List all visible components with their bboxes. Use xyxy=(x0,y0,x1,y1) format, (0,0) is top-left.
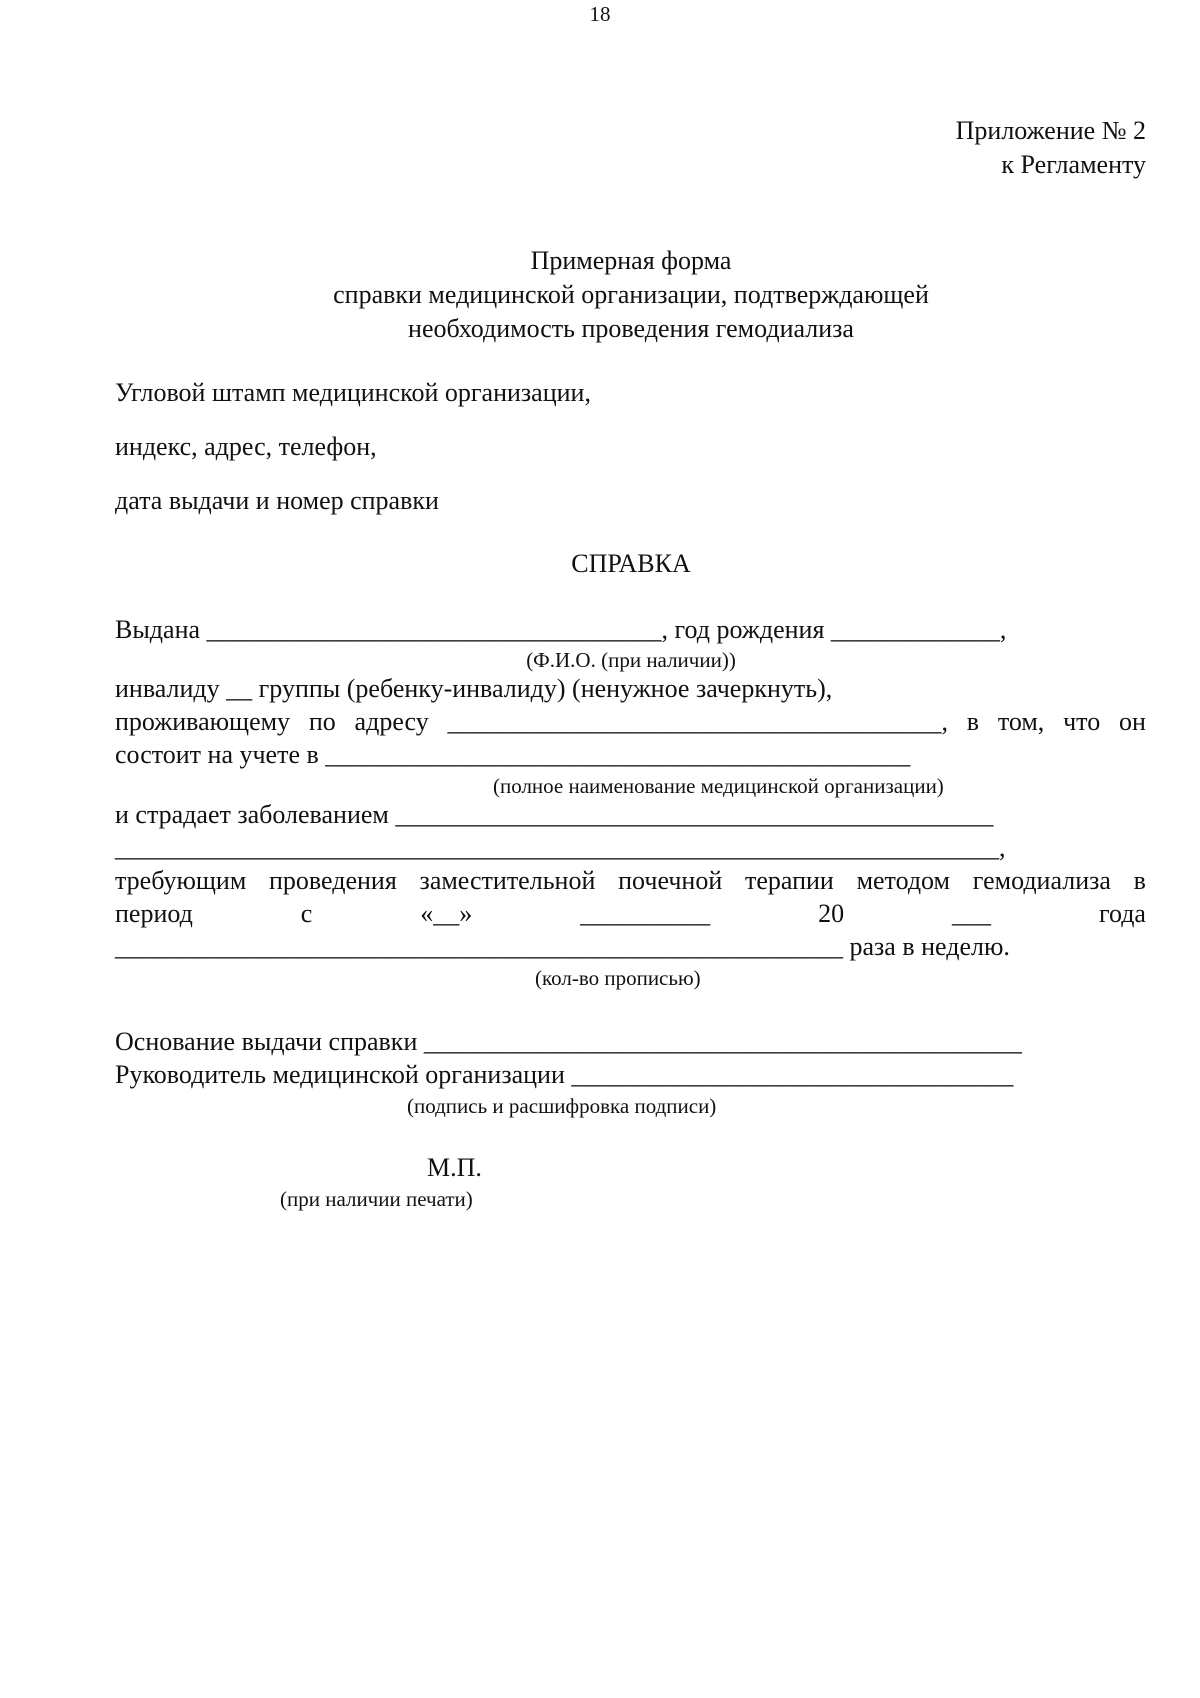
appendix-reference: к Регламенту xyxy=(1001,150,1146,179)
form-title-line-3: необходимость проведения гемодиализа xyxy=(408,314,854,343)
period-word: с xyxy=(300,899,313,928)
address-word: том, xyxy=(997,707,1045,736)
address-word: он xyxy=(1118,707,1146,736)
seal-placeholder: М.П. xyxy=(427,1153,482,1182)
address-word: по xyxy=(308,707,336,736)
period-word: года xyxy=(1098,899,1146,928)
period-century: 20 xyxy=(818,899,845,928)
document-heading: СПРАВКА xyxy=(571,549,691,578)
disease-continuation-line: ____________________________________________________________________, xyxy=(115,833,1006,862)
organization-note: (полное наименование медицинской организации) xyxy=(493,774,944,798)
disease-line: и страдает заболеванием ______________________________________________ xyxy=(115,800,994,829)
count-note: (кол-во прописью) xyxy=(535,966,701,990)
address-word: проживающему xyxy=(115,707,291,736)
period-month-blank: __________ xyxy=(580,899,711,928)
address-word: адресу xyxy=(354,707,429,736)
stamp-line-1: Угловой штамп медицинской организации, xyxy=(115,378,591,407)
organization-head-line: Руководитель медицинской организации __________________________________ xyxy=(115,1060,1014,1089)
signature-note: (подпись и расшифровка подписи) xyxy=(407,1094,717,1118)
therapy-word: гемодиализа xyxy=(972,866,1111,895)
therapy-word: почечной xyxy=(618,866,723,895)
therapy-word: терапии xyxy=(744,866,834,895)
therapy-word: методом xyxy=(856,866,951,895)
address-blank: ______________________________________, xyxy=(447,707,948,736)
stamp-line-3: дата выдачи и номер справки xyxy=(115,486,439,515)
period-line xyxy=(115,901,1146,927)
issue-basis-line: Основание выдачи справки ______________________________________________ xyxy=(115,1027,1022,1056)
therapy-line xyxy=(115,868,1146,894)
appendix-number: Приложение № 2 xyxy=(955,116,1146,145)
issued-to-line: Выдана ___________________________________, год рождения _____________, xyxy=(115,615,1007,644)
period-year-blank: ___ xyxy=(952,899,992,928)
fio-note: (Ф.И.О. (при наличии)) xyxy=(526,648,736,672)
therapy-word: проведения xyxy=(269,866,397,895)
address-word: что xyxy=(1063,707,1101,736)
period-day-blank: «__» xyxy=(420,899,473,928)
therapy-word: в xyxy=(1133,866,1146,895)
therapy-word: заместительной xyxy=(419,866,596,895)
form-title-line-2: справки медицинской организации, подтверждающей xyxy=(333,280,929,309)
stamp-line-2: индекс, адрес, телефон, xyxy=(115,432,377,461)
therapy-word: требующим xyxy=(115,866,247,895)
address-word: в xyxy=(966,707,980,736)
seal-note: (при наличии печати) xyxy=(280,1187,473,1211)
address-line xyxy=(115,709,1146,735)
frequency-line: ________________________________________________________ раза в неделю. xyxy=(115,932,1010,961)
disability-group-line: инвалиду __ группы (ребенку-инвалиду) (ненужное зачеркнуть), xyxy=(115,674,833,703)
period-word: период xyxy=(115,899,193,928)
registered-at-line: состоит на учете в _____________________________________________ xyxy=(115,740,911,769)
page-number: 18 xyxy=(589,2,611,26)
form-title-line-1: Примерная форма xyxy=(530,246,732,275)
